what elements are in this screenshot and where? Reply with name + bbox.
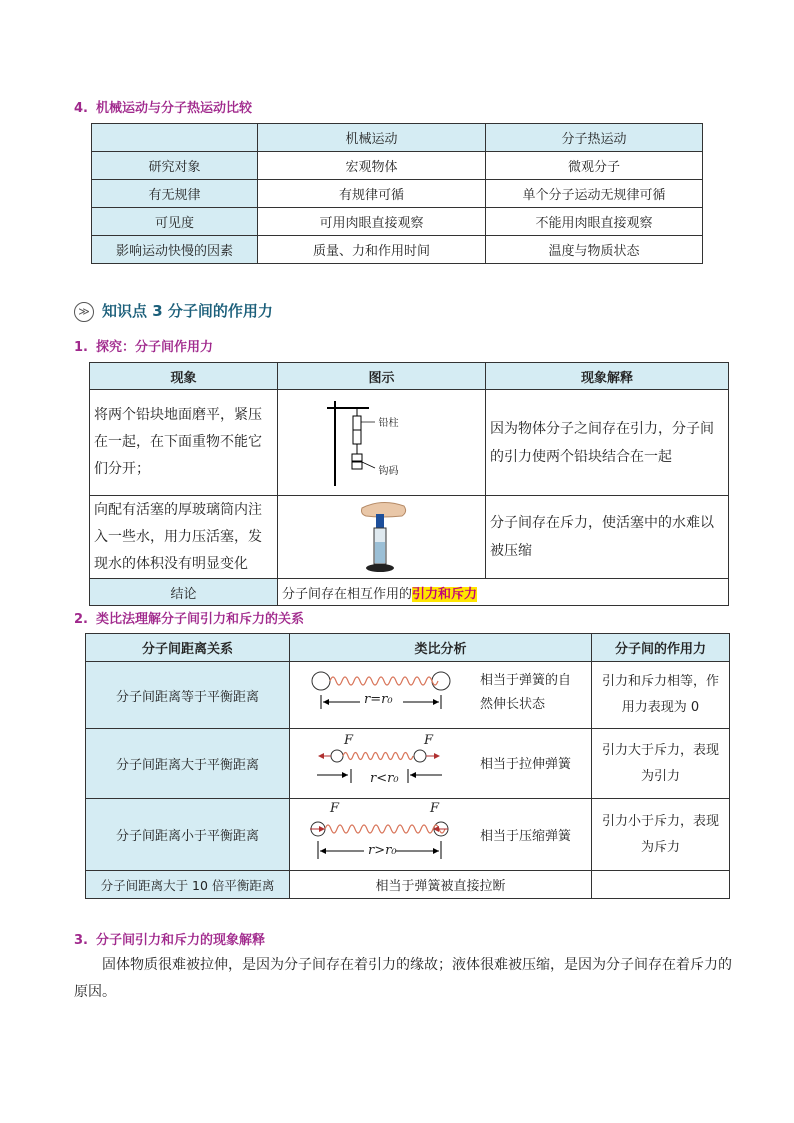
analogy-text: 相当于压缩弹簧 bbox=[480, 828, 572, 844]
table-header: 现象 bbox=[90, 363, 278, 390]
table-cell: 分子间距离等于平衡距离 bbox=[86, 662, 290, 729]
force-label-right: F bbox=[430, 800, 440, 816]
table-cell: 将两个铅块地面磨平，紧压在一起，在下面重物不能它们分开； bbox=[90, 390, 278, 496]
formula-label: r<r₀ bbox=[370, 770, 399, 786]
heading-text: 机械运动与分子热运动比较 bbox=[95, 101, 252, 116]
table-cell: 研究对象 bbox=[92, 152, 258, 180]
table-cell: 单个分子运动无规律可循 bbox=[486, 180, 703, 208]
heading-s4 bbox=[74, 97, 252, 116]
analogy-cell bbox=[290, 729, 592, 799]
explanation-paragraph: 固体物质很难被拉伸，是因为分子间存在着引力的缘故；液体很难被压缩，是因为分子间存在着斥力的原因。 bbox=[74, 957, 732, 1000]
formula-label: r>r₀ bbox=[368, 842, 397, 858]
table-row bbox=[90, 390, 729, 496]
experiment-table bbox=[89, 362, 729, 606]
table-header: 分子热运动 bbox=[486, 124, 703, 152]
table-row bbox=[86, 729, 730, 799]
analogy-text: 相当于拉伸弹簧 bbox=[480, 756, 572, 772]
heading-s3 bbox=[74, 929, 265, 948]
double-chevron-icon: ≫ bbox=[74, 302, 94, 322]
table-cell: 因为物体分子之间存在引力，分子间的引力使两个铅块结合在一起 bbox=[486, 390, 729, 496]
table-cell: 分子间存在斥力，使活塞中的水难以被压缩 bbox=[486, 496, 729, 579]
table-header: 类比分析 bbox=[290, 634, 592, 662]
piston-cylinder-image bbox=[352, 496, 412, 574]
force-label-left: F bbox=[344, 732, 354, 748]
section-title-text: 知识点 3 分子间的作用力 bbox=[102, 302, 273, 320]
heading-text: 类比法理解分子间引力和斥力的关系 bbox=[95, 612, 304, 627]
table-cell: 可见度 bbox=[92, 208, 258, 236]
table-header: 分子间距离关系 bbox=[86, 634, 290, 662]
table-cell: 分子间距离小于平衡距离 bbox=[86, 799, 290, 871]
table-row bbox=[90, 363, 729, 390]
conclusion-label: 结论 bbox=[90, 579, 278, 606]
table-header: 机械运动 bbox=[258, 124, 486, 152]
force-label-left: F bbox=[330, 800, 340, 816]
table-header: 现象解释 bbox=[486, 363, 729, 390]
table-cell: 可用肉眼直接观察 bbox=[258, 208, 486, 236]
heading-text: 探究：分子间作用力 bbox=[95, 340, 213, 355]
heading-s2 bbox=[74, 608, 304, 627]
table-cell: 有无规律 bbox=[92, 180, 258, 208]
table-row bbox=[86, 799, 730, 871]
table-cell: 引力和斥力相等，作用力表现为 0 bbox=[592, 662, 730, 729]
hook-weight-label: 钩码 bbox=[378, 465, 399, 477]
table-header: 分子间的作用力 bbox=[592, 634, 730, 662]
table-cell: 微观分子 bbox=[486, 152, 703, 180]
spring-equal-figure bbox=[290, 663, 590, 727]
table-row bbox=[92, 152, 703, 180]
table-cell: 分子间距离大于 10 倍平衡距离 bbox=[86, 871, 290, 899]
table-cell bbox=[592, 871, 730, 899]
analogy-text: 相当于弹簧的自然伸长状态 bbox=[480, 673, 572, 712]
section-title bbox=[74, 300, 273, 322]
conclusion-text: 分子间存在相互作用的 bbox=[282, 586, 413, 602]
table-row bbox=[90, 496, 729, 579]
heading-number: 2. bbox=[74, 612, 88, 627]
table-cell: 质量、力和作用时间 bbox=[258, 236, 486, 264]
heading-number: 1. bbox=[74, 340, 88, 355]
table-cell: 引力大于斥力，表现为引力 bbox=[592, 729, 730, 799]
table-row bbox=[90, 579, 729, 606]
conclusion-cell bbox=[278, 579, 729, 606]
table-cell: 影响运动快慢的因素 bbox=[92, 236, 258, 264]
spring-stretch-figure bbox=[290, 731, 590, 797]
table-row bbox=[86, 634, 730, 662]
lead-cylinder-figure bbox=[327, 398, 437, 488]
formula-label: r=r₀ bbox=[364, 692, 393, 707]
table-header: 图示 bbox=[278, 363, 486, 390]
table-cell: 向配有活塞的厚玻璃筒内注入一些水，用力压活塞，发现水的体积没有明显变化 bbox=[90, 496, 278, 579]
lead-cylinder-figure-cell bbox=[278, 390, 486, 496]
table-row bbox=[92, 124, 703, 152]
table-row bbox=[92, 180, 703, 208]
lead-cylinder-label: 铅柱 bbox=[378, 417, 399, 429]
table-cell: 不能用肉眼直接观察 bbox=[486, 208, 703, 236]
table-row bbox=[92, 208, 703, 236]
conclusion-highlight: 引力和斥力 bbox=[412, 586, 478, 602]
heading-number: 3. bbox=[74, 933, 88, 948]
table-cell bbox=[92, 124, 258, 152]
table-cell: 温度与物质状态 bbox=[486, 236, 703, 264]
force-label-right: F bbox=[424, 732, 434, 748]
table-row bbox=[92, 236, 703, 264]
heading-text: 分子间引力和斥力的现象解释 bbox=[95, 933, 265, 948]
table-cell: 引力小于斥力，表现为斥力 bbox=[592, 799, 730, 871]
table-row bbox=[86, 662, 730, 729]
analogy-cell bbox=[290, 799, 592, 871]
table-cell: 宏观物体 bbox=[258, 152, 486, 180]
table-cell: 相当于弹簧被直接拉断 bbox=[290, 871, 592, 899]
piston-figure-cell bbox=[278, 496, 486, 579]
heading-s1 bbox=[74, 336, 213, 355]
table-cell: 分子间距离大于平衡距离 bbox=[86, 729, 290, 799]
table-row bbox=[86, 871, 730, 899]
spring-compress-figure bbox=[290, 801, 590, 869]
analogy-table bbox=[85, 633, 730, 899]
table-cell: 有规律可循 bbox=[258, 180, 486, 208]
comparison-table bbox=[91, 123, 703, 264]
heading-number: 4. bbox=[74, 101, 88, 116]
analogy-cell bbox=[290, 662, 592, 729]
